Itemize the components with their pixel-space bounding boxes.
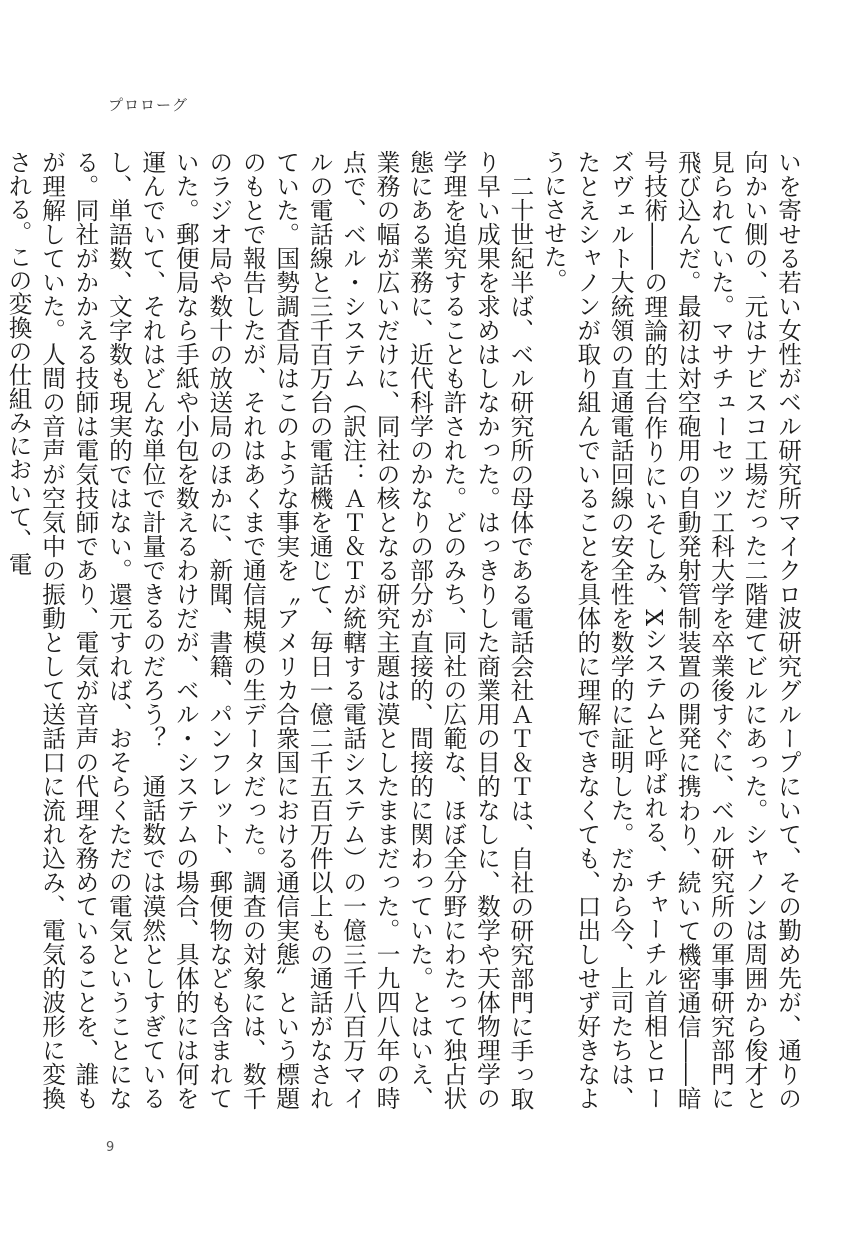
paragraph-continued: いを寄せる若い女性がベル研究所マイクロ波研究グループにいて、その勤め先が、通りの向かい側の、元はナビスコ工場だった二階建てビルにあった。シャノンは周囲から俊才と見られていた。マサチューセッツ工科大学を卒業後すぐに、ベル研究所の軍事研究部門に飛び込んだ。最初は対空砲用の自動発射管制装置の開発に携わり、続いて機密通信――暗号技術――の理論的土台作りにいそしみ、Xシステムと呼ばれる、チャーチル首相とローズヴェルト大統領の直通電話回線の安全性を数学的に証明した。だから今、上司たちは、たとえシャノンが取り組んでいることを具体的に理解できなくても、口出しせず好きなようにさせた。 bbox=[539, 150, 802, 1110]
page-number: 9 bbox=[106, 1140, 115, 1155]
body-text bbox=[4, 150, 804, 1110]
paragraph: 二十世紀半ば、ベル研究所の母体である電話会社ＡＴ＆Ｔは、自社の研究部門に手っ取り早い成果を求めはしなかった。はっきりした商業用の目的なしに、数学や天体物理学の学理を追究することも許された。どのみち、同社の広範な、ほぼ全分野にわたって独占状態にある業務に、近代科学のかなりの部分が直接的、間接的に関わっていた。とはいえ、業務の幅が広いだけに、同社の核となる研究主題は漠としたままだった。一九四八年の時点で、ベル・システム（訳注：ＡＴ＆Ｔが統轄する電話システム）の一億三千八百万マイルの電話線と三千百万台の電話機を通じて、毎日一億二千五百万件以上もの通話がなされていた。国勢調査局はこのような事実を〝アメリカ合衆国における通信実態〟という標題のもとで報告したが、それはあくまで通信規模の生データだった。調査の対象には、数千のラジオ局や数十の放送局のほかに、新聞、書籍、パンフレット、郵便物なども含まれていた。郵便局なら手紙や小包を数えるわけだが、ベル・システムの場合、具体的には何を運んでいて、それはどんな単位で計量できるのだろう？ 通話数では漠然としすぎているし、単語数、文字数も現実的ではない。還元すれば、おそらくただの電気ということになる。同社がかかえる技師は電気技師であり、電気が音声の代理を務めていることを、誰もが理解していた。人間の音声が空気中の振動として送話口に流れ込み、電気的波形に変換される。この変換の仕組みにおいて、電 bbox=[4, 150, 535, 1110]
running-head: プロローグ bbox=[108, 96, 189, 114]
